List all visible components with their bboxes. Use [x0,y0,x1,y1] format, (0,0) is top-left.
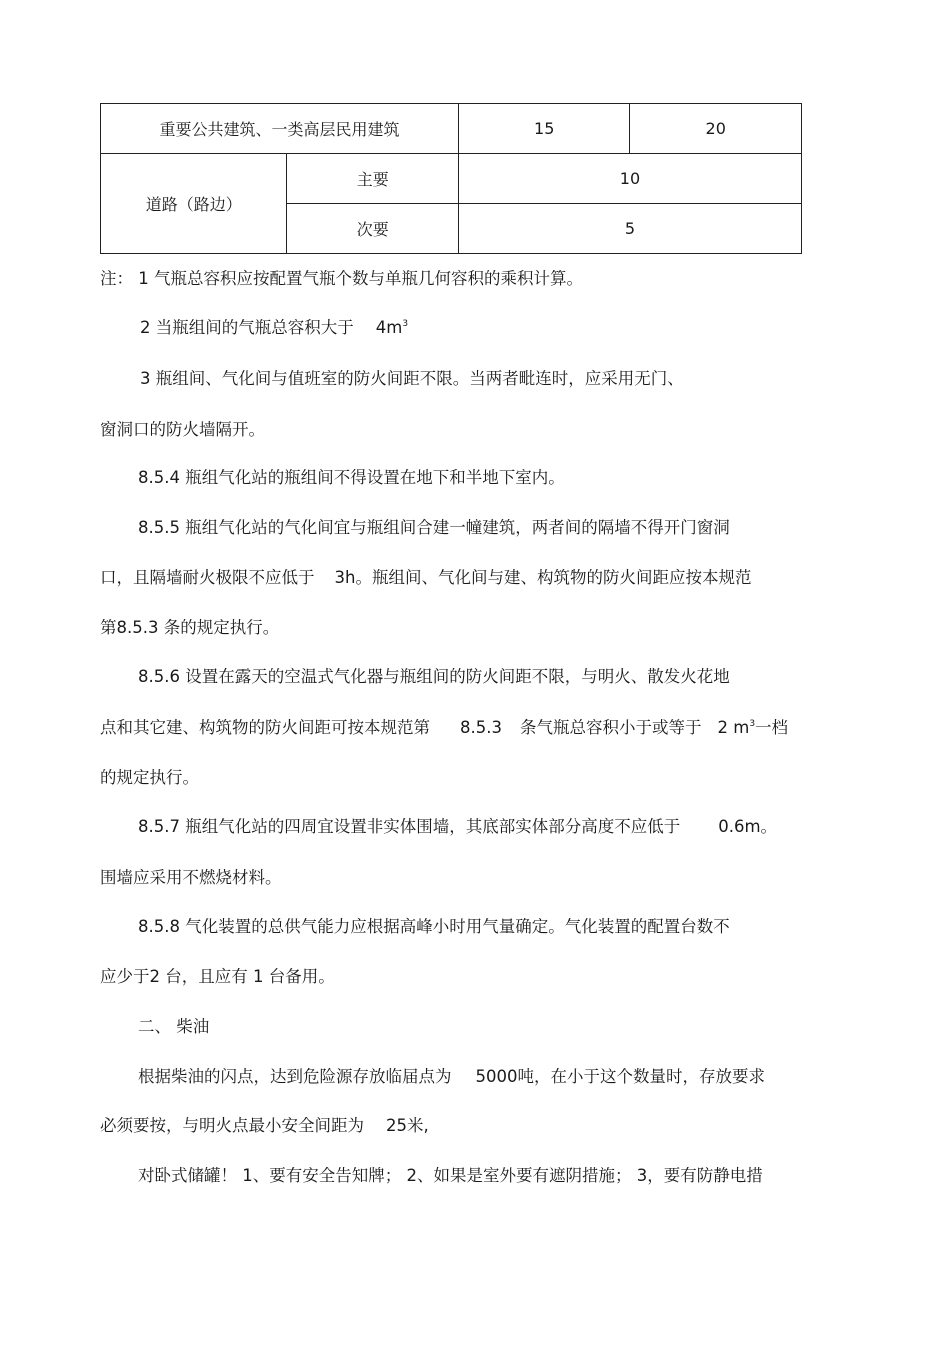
clause-8-5-6-text-3: 一档 [755,718,789,737]
diesel-line-2 [100,1115,429,1137]
diesel-text: 根据柴油的闪点，达到危险源存放临届点为 [138,1067,452,1086]
table-cell-value: 10 [458,154,801,204]
clause-8-5-6-superscript: 3 [749,719,756,729]
note-3-line-2: 窗洞口的防火墙隔开。 [100,420,265,439]
clause-8-5-7-line-1 [138,816,777,838]
note-2-volume: 4m [375,318,403,337]
clause-8-5-5-text: 口，且隔墙耐火极限不应低于 [100,568,315,587]
clause-8-5-7-height: 0.6m。 [718,817,778,836]
note-3-line-1: 3 瓶组间、气化间与值班室的防火间距不限。当两者毗连时，应采用无门、 [140,369,684,388]
clause-8-5-8-line-2: 应少于2 台，且应有 1 台备用。 [100,967,335,986]
spacing-table [100,103,802,254]
note-2 [140,317,408,339]
section-heading-diesel: 二、 柴油 [138,1017,210,1036]
clause-8-5-7-line-2: 围墙应采用不燃烧材料。 [100,868,282,887]
clause-8-5-5-line-1: 8.5.5 瓶组气化站的气化间宜与瓶组间合建一幢建筑，两者间的隔墙不得开门窗洞 [138,518,730,537]
clause-8-5-6-volume: 2 m [717,718,750,737]
clause-8-5-6-ref: 8.5.3 [460,718,502,737]
table-row [101,104,802,154]
table-cell-road-sub: 主要 [287,154,458,204]
note-1: 注： 1 气瓶总容积应按配置气瓶个数与单瓶几何容积的乘积计算。 [100,269,583,288]
diesel-line-1 [138,1066,765,1088]
table-cell-value: 20 [630,104,802,154]
clause-8-5-5-text-2: 3h。瓶组间、气化间与建、构筑物的防火间距应按本规范 [334,568,752,587]
clause-8-5-6-line-1: 8.5.6 设置在露天的空温式气化器与瓶组间的防火间距不限，与明火、散发火花地 [138,667,730,686]
clause-8-5-7-text: 8.5.7 瓶组气化站的四周宜设置非实体围墙，其底部实体部分高度不应低于 [138,817,681,836]
clause-8-5-6-text: 点和其它建、构筑物的防火间距可按本规范第 [100,718,430,737]
clause-8-5-5-line-3: 第8.5.3 条的规定执行。 [100,618,280,637]
diesel-text-2: 必须要按，与明火点最小安全间距为 [100,1116,364,1135]
clause-8-5-6-text-2: 条气瓶总容积小于或等于 [519,718,702,737]
clause-8-5-6-line-3: 的规定执行。 [100,768,199,787]
clause-8-5-4: 8.5.4 瓶组气化站的瓶组间不得设置在地下和半地下室内。 [138,468,565,487]
diesel-threshold: 5000吨，在小于这个数量时，存放要求 [475,1067,765,1086]
table-cell-road-sub: 次要 [287,204,458,254]
table-cell-road-label: 道路（路边） [101,154,287,254]
table-row [101,154,802,204]
diesel-distance: 25米, [386,1116,429,1135]
note-2-superscript: 3 [402,319,409,329]
table-cell-value: 15 [458,104,630,154]
diesel-line-3: 对卧式储罐！ 1、要有安全告知牌； 2、如果是室外要有遮阴措施； 3，要有防静电措 [138,1166,763,1185]
note-2-text: 2 当瓶组间的气瓶总容积大于 [140,318,354,337]
clause-8-5-6-line-2 [100,717,788,739]
clause-8-5-8-line-1: 8.5.8 气化装置的总供气能力应根据高峰小时用气量确定。气化装置的配置台数不 [138,917,730,936]
table-cell-building-type: 重要公共建筑、一类高层民用建筑 [101,104,459,154]
clause-8-5-5-line-2 [100,567,751,589]
table-cell-value: 5 [458,204,801,254]
